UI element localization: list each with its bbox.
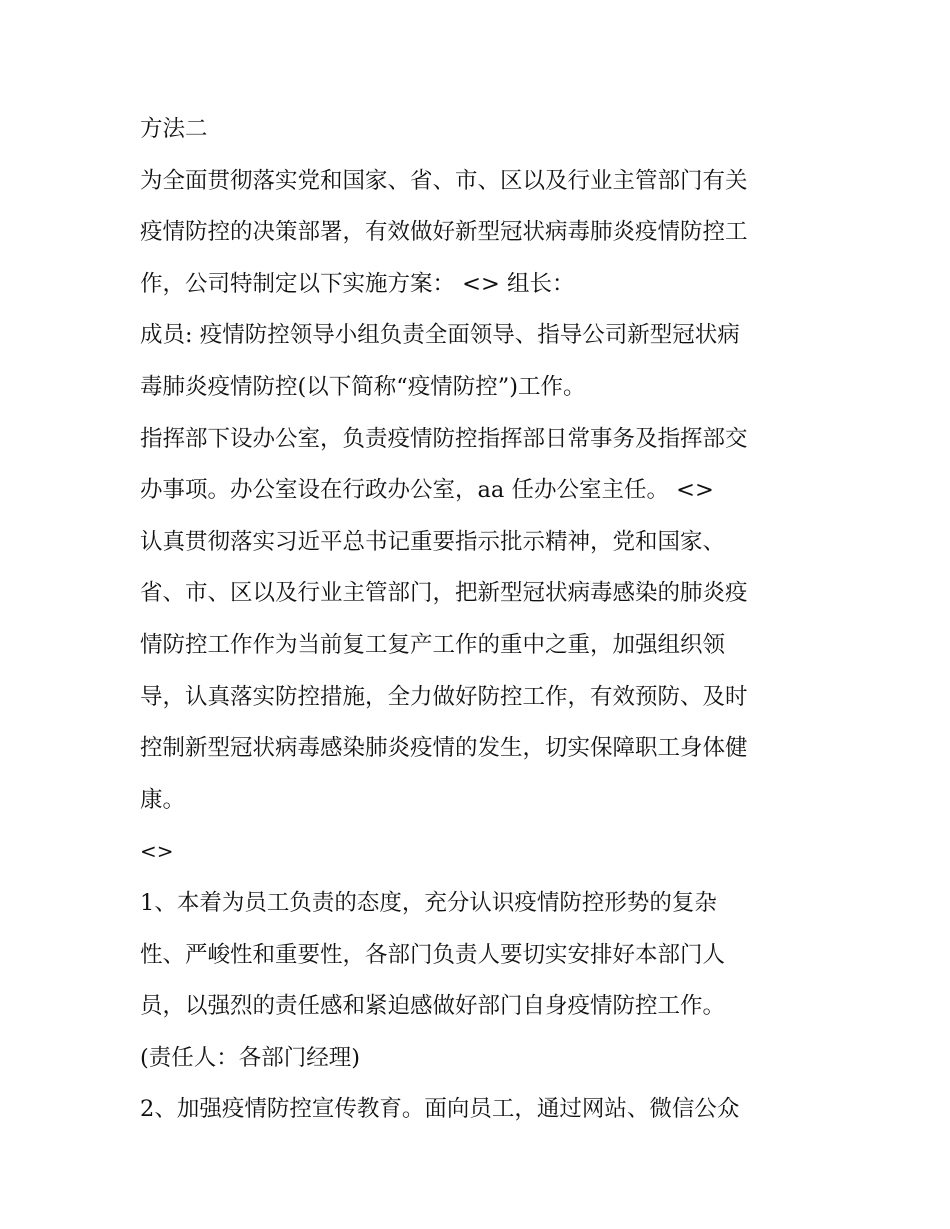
paragraph-line: 毒肺炎疫情防控(以下简称“疫情防控”)工作。 (140, 373, 586, 400)
paragraph-line: 作，公司特制定以下实施方案： <> 组长： (140, 270, 575, 297)
paragraph-line: 导，认真落实防控措施，全力做好防控工作，有效预防、及时 (140, 683, 748, 710)
list-item-line: 2、加强疫情防控宣传教育。面向员工，通过网站、微信公众 (140, 1096, 740, 1123)
paragraph-line: 康。 (140, 786, 186, 813)
responsible-person-note: (责任人：各部门经理) (140, 1044, 361, 1071)
paragraph-line: 指挥部下设办公室，负责疫情防控指挥部日常事务及指挥部交 (140, 425, 748, 452)
paragraph-line: 情防控工作作为当前复工复产工作的重中之重，加强组织领 (140, 631, 726, 658)
list-item-line: 员，以强烈的责任感和紧迫感做好部门自身疫情防控工作。 (140, 993, 726, 1020)
paragraph-line: 办事项。办公室设在行政办公室，aa 任办公室主任。 <> (140, 477, 714, 504)
paragraph-line: 控制新型冠状病毒感染肺炎疫情的发生，切实保障职工身体健 (140, 735, 748, 762)
list-item-line: 性、严峻性和重要性，各部门负责人要切实安排好本部门人 (140, 941, 726, 968)
list-item-line: 1、本着为员工负责的态度，充分认识疫情防控形势的复杂 (140, 889, 717, 916)
document-body (140, 104, 820, 1136)
section-heading: 方法二 (140, 116, 208, 142)
paragraph-line: 认真贯彻落实习近平总书记重要指示批示精神，党和国家、 (140, 528, 726, 555)
paragraph-line: 省、市、区以及行业主管部门，把新型冠状病毒感染的肺炎疫 (140, 580, 748, 607)
placeholder-marker: <> (140, 839, 174, 864)
paragraph-line: 疫情防控的决策部署，有效做好新型冠状病毒肺炎疫情防控工 (140, 219, 748, 246)
paragraph-line: 成员: 疫情防控领导小组负责全面领导、指导公司新型冠状病 (140, 322, 740, 349)
paragraph-line: 为全面贯彻落实党和国家、省、市、区以及行业主管部门有关 (140, 167, 748, 194)
